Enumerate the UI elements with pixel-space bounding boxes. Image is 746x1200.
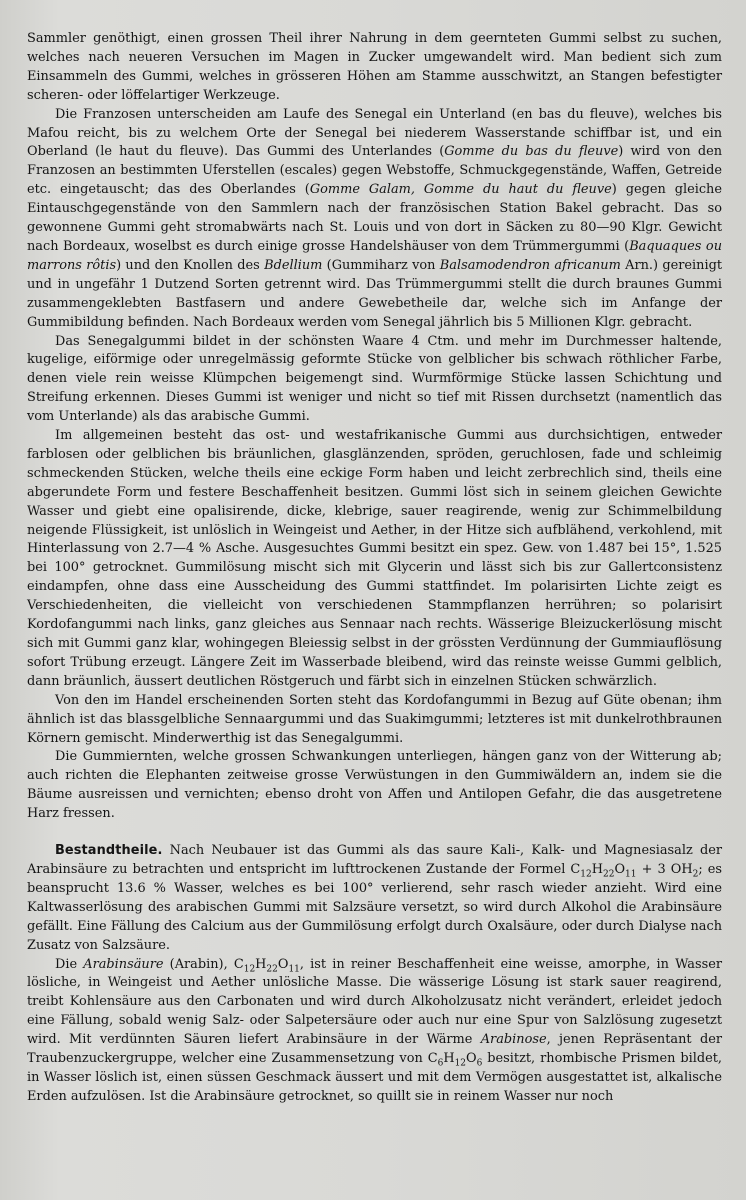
subscript: 12 [454, 1058, 467, 1069]
text-run: ) gegen gleiche Eintauschgegenstände von den Sammlern nach der französischen Station Bakel gebracht. Das so gewonnene Gummi geht stromabwärts nach St. Louis und von dort in Säcken zu 80—90 Klgr. Gewicht nach Bordeaux, woselbst es durch einige grosse Handelshäuser von dem Trümmergummi ( [27, 182, 722, 254]
text-run: H [591, 861, 603, 877]
italic-text: Arabinsäure [83, 956, 164, 972]
subscript: 6 [437, 1058, 444, 1069]
subscript: 2 [692, 869, 699, 880]
document-body [27, 30, 722, 1107]
text-run: Nach Neubauer ist das Gummi als das saure Kali-, Kalk- und Magnesiasalz der Arabinsäure zu betrachten und entspricht im lufttrockenen Zustande der Formel C [27, 843, 722, 877]
subscript: 22 [603, 869, 615, 880]
text-run: Das Senegalgummi bildet in der schönsten Waare 4 Ctm. und mehr im Durchmesser haltende, kugelige, eiförmige oder unregelmässig geformte Stücke von gelblicher bis schwach röthlicher Farbe, denen viele rein weisse Klümpchen beigemengt sind. Wurmförmige Stücke lassen Schichtung und Streifung erkennen. Dieses Gummi ist weniger und nicht so tief mit Rissen durchsetzt (namentlich das vom Unterlande) als das arabische Gummi. [27, 333, 722, 425]
text-run: Sammler genöthigt, einen grossen Theil ihrer Nahrung in dem geernteten Gummi selbst zu suchen, welches nach neueren Versuchen im Magen in Zucker umgewandelt wird. Man bedient sich zum Einsammeln des Gummi, welches in grösseren Höhen am Stamme ausschwitzt, an Stangen befestigter scheren- oder löffelartiger Werkzeuge. [27, 31, 722, 103]
subscript: 11 [288, 964, 300, 975]
subscript: 12 [243, 964, 256, 975]
text-run: ) wird von den Franzosen an bestimmten Uferstellen (escales) gegen Webstoffe, Schmuckgegenstände, Waffen, Getreide etc. eingetauscht; das des Oberlandes ( [27, 144, 723, 198]
text-run: Von den im Handel erscheinenden Sorten steht das Kordofangummi in Bezug auf Güte obenan; ihm ähnlich ist das blassgelbliche Sennaargummi und das Suakimgummi; letzteres ist mit dunkelrothbraunen Körnern gemischt. Minderwerthig ist das Senegalgummi. [27, 692, 722, 746]
paragraph-p3 [27, 333, 722, 428]
italic-text: Baquaques ou marrons rôtis [27, 238, 722, 273]
paragraph-p1 [27, 30, 722, 106]
subscript: 11 [625, 869, 637, 880]
text-run: ) und den Knollen des [116, 257, 265, 273]
text-run: O [466, 1051, 477, 1067]
paragraph-p6 [27, 748, 722, 824]
italic-text: Gomme du bas du fleuve [444, 144, 619, 160]
subscript: 12 [580, 869, 592, 880]
text-run: H [443, 1051, 455, 1067]
subscript: 22 [266, 964, 278, 975]
section-heading: Bestandtheile. [55, 843, 163, 859]
italic-text: Gomme Galam, Gomme du haut du fleuve [309, 182, 612, 198]
paragraph-p5 [27, 692, 722, 749]
text-run: Die Gummiernten, welche grossen Schwankungen unterliegen, hängen ganz von der Witterung ab; auch richten die Elephanten zeitweise grosse Verwüstungen in den Gummiwäldern an, indem sie die Bäume ausreissen und vernichten; ebenso droht von Affen und Antilopen Gefahr, die das ausgetretene Harz fressen. [27, 749, 722, 822]
subscript: 6 [476, 1058, 483, 1069]
italic-text: Bdellium [264, 257, 323, 273]
paragraph-p4 [27, 427, 722, 692]
text-run: ; es beansprucht 13.6 % Wasser, welches es bei 100° verlierend, sehr rasch wieder anzieht. Wird eine Kaltwasserlösung des arabischen Gummi mit Salzsäure versetzt, so wird durch Alkohol die Arabinsäure gefällt. Eine Fällung des Calcium aus der Gummilösung erfolgt durch Oxalsäure, oder durch Dialyse nach Zusatz von Salzsäure. [27, 861, 722, 953]
paragraph-p7 [27, 842, 722, 955]
text-run: , jenen Repräsentant der Traubenzuckergruppe, welcher eine Zusammensetzung von C [27, 1032, 722, 1067]
text-run: O [277, 956, 289, 972]
text-run: , ist in reiner Beschaffenheit eine weisse, amorphe, in Wasser lösliche, in Weingeist und Aether unlösliche Masse. Die wässerige Lösung ist stark sauer reagirend, treibt Kohlensäure aus den Carbonaten und wird durch Alkoholzusatz nicht verändert, erleidet jedoch eine Fällung, sobald wenig Salz- oder Salpetersäure oder auch nur eine Spur von Salzlösung zugesetzt wird. Mit verdünnten Säuren liefert Arabinsäure in der Wärme [27, 956, 722, 1048]
text-run: (Gummiharz von [322, 257, 440, 273]
text-run: Die Franzosen unterscheiden am Laufe des Senegal ein Unterland (en bas du fleuve), welches bis Mafou reicht, bis zu welchem Orte der Senegal bei niederem Wasserstande schiffbar ist, und ein Oberland (le haut du fleuve). Das Gummi des Unterlandes ( [27, 106, 722, 160]
section-spacer [27, 824, 722, 842]
text-run: Die [55, 956, 84, 972]
italic-text: Arabinose [480, 1032, 547, 1048]
text-run: Im allgemeinen besteht das ost- und westafrikanische Gummi aus durchsichtigen, entweder farblosen oder gelblichen bis bräunlichen, glasglänzenden, spröden, geruchlosen, fade und schleimig schmeckenden Stücken, welche theils eine eckige Form haben und leicht zerbrechlich sind, theils eine abgerundete Form und festere Beschaffenheit besitzen. Gummi löst sich in seinem gleichen Gewichte Wasser und giebt eine opalisirende, dicke, klebrige, sauer reagirende, wenig zur Schimmelbildung neigende Flüssigkeit, ist unlöslich in Weingeist und Aether, in der Hitze sich aufblähend, verkohlend, mit Hinterlassung von 2.7—4 % Asche. Ausgesuchtes Gummi besitzt ein spez. Gew. von 1.487 bei 15°, 1.525 bei 100° getrocknet. Gummilösung mischt sich mit Glycerin und lässt sich bis zur Gallertconsistenz eindampfen, ohne dass eine Ausscheidung des Gummi stattfindet. Im polarisirten Lichte zeigt es Verschiedenheiten, die vielleicht von verschiedenen Stammpflanzen herrühren; so polarisirt Kordofangummi nach links, ganz gleiches aus Sennaar nach rechts. Wässerige Bleizuckerlösung mischt sich mit Gummi ganz klar, wohingegen Bleiessig selbst in der grössten Verdünnung der Gummiauflösung sofort Trübung erzeugt. Längere Zeit im Wasserbade bleibend, wird das reinste weisse Gummi gelblich, dann bräunlich, äussert deutlichen Röstgeruch und färbt sich in einzelnen Stücken schwärzlich. [27, 428, 722, 689]
italic-text: Balsamodendron africanum [439, 257, 621, 273]
text-run: H [255, 956, 267, 972]
paragraph-p8 [27, 956, 722, 1107]
text-run: (Arabin), C [163, 956, 244, 972]
text-run: + 3 OH [636, 861, 693, 877]
text-run: besitzt, rhombische Prismen bildet, in Wasser löslich ist, einen süssen Geschmack äussert und mit dem Vermögen ausgestattet ist, alkalische Erden aufzulösen. Ist die Arabinsäure getrocknet, so quillt sie in reinem Wasser nur noch [27, 1051, 722, 1104]
paragraph-p2 [27, 106, 722, 333]
text-run: O [614, 861, 626, 877]
text-run: Arn.) gereinigt und in ungefähr 1 Dutzend Sorten getrennt wird. Das Trümmergummi stellt die durch braunes Gummi zusammengeklebten Bastfasern und andere Gewebetheile dar, welche sich im Anfange der Gummibildung befinden. Nach Bordeaux werden vom Senegal jährlich bis 5 Millionen Klgr. gebracht. [27, 257, 723, 330]
